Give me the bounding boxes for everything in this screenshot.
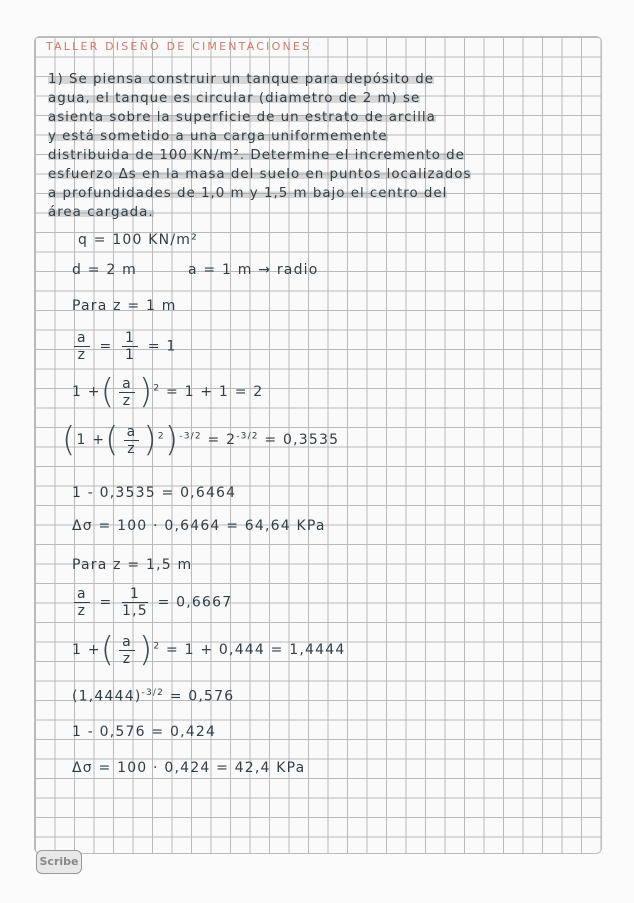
problem-line-2: agua, el tanque es circular (diametro de 2 m) se: [48, 91, 421, 106]
problem-line-1: 1) Se piensa construir un tanque para depósito de: [48, 72, 435, 87]
scribe-logo: Scribe: [36, 850, 82, 874]
problem-line-7: a profundidades de 1,0 m y 1,5 m bajo el centro del: [48, 186, 448, 201]
d-value: d = 2 m: [72, 262, 137, 278]
power-term-1: (1 +( $\frac{a}{z}$ )$^2)^{-3/2} = 2^{-3/2} = 0,3535$: [62, 420, 340, 460]
ratio-a-z-1: $\frac{a}{z}$ = $\frac{1}{1}$ = 1: [70, 330, 177, 363]
page-title: TALLER DISEÑO DE CIMENTACIONES: [46, 40, 312, 53]
problem-line-8: área cargada.: [48, 205, 154, 220]
squared-term-2: 1 +( $\frac{a}{z}$ )$^2$ = 1 + 0,444 = 1,4444: [72, 630, 346, 670]
problem-line-3: asienta sobre la superficie de un estrato de arcilla: [48, 110, 436, 125]
problem-line-4: y está sometido a una carga uniformemente: [48, 129, 388, 144]
a-value: a = 1 m → radio: [188, 262, 319, 278]
complement-1: 1 - 0,3535 = 0,6464: [72, 485, 237, 501]
depth-2-heading: Para z = 1,5 m: [72, 557, 193, 573]
stress-increment-1: Δσ = 100 · 0,6464 = 64,64 KPa: [72, 518, 326, 534]
q-value: q = 100 KN/m²: [78, 232, 198, 248]
ratio-a-z-2: $\frac{a}{z}$ = $\frac{1}{1,5}$ = 0,6667: [70, 586, 232, 619]
complement-2: 1 - 0,576 = 0,424: [72, 724, 217, 740]
problem-line-6: esfuerzo Δs en la masa del suelo en puntos localizados: [48, 167, 472, 182]
problem-line-5: distribuida de 100 KN/m². Determine el incremento de: [48, 148, 465, 163]
power-term-2: $(1,4444)^{-3/2} = 0,576$: [72, 688, 235, 705]
stress-increment-2: Δσ = 100 · 0,424 = 42,4 KPa: [72, 760, 306, 776]
depth-1-heading: Para z = 1 m: [72, 298, 177, 314]
squared-term-1: 1 +( $\frac{a}{z}$ )$^2$ = 1 + 1 = 2: [72, 372, 264, 412]
